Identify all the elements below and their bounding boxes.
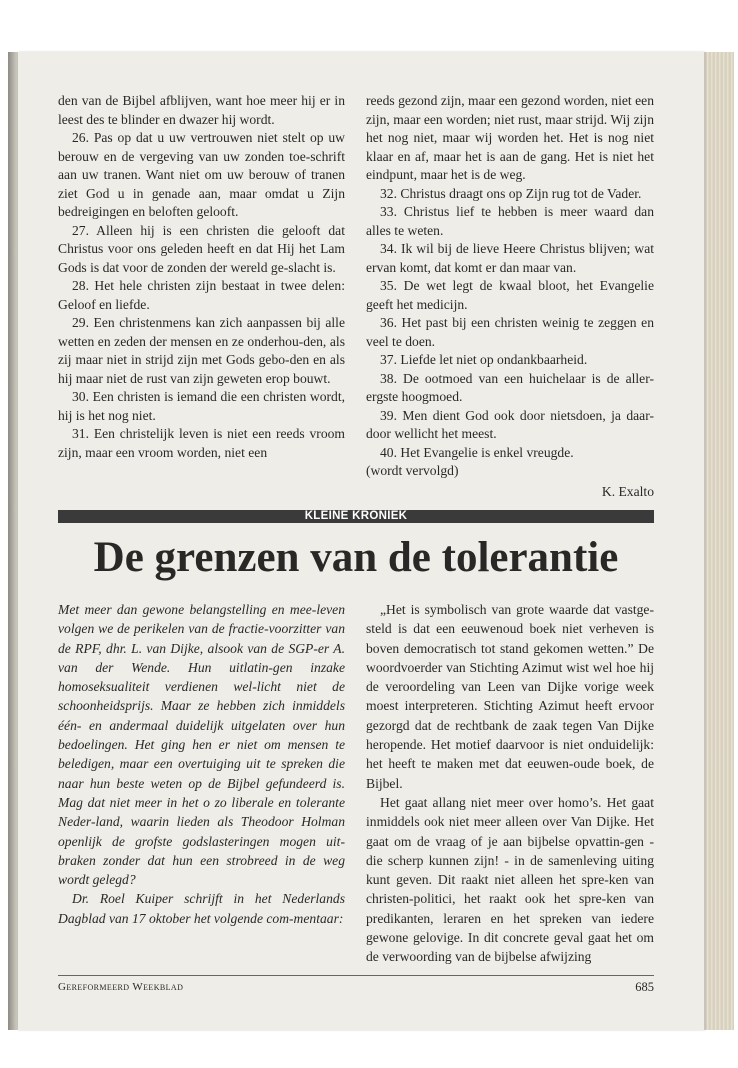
- paragraph: 40. Het Evangelie is enkel vreugde.: [380, 444, 574, 460]
- paragraph: 33. Christus lief te hebben is meer waard dan alles te weten.: [366, 204, 654, 238]
- paragraph: den van de Bijbel afblijven, want hoe meer hij er in leest des te blinder en dwazer hij wordt.: [58, 93, 345, 127]
- paragraph: 30. Een christen is iemand die een christen wordt, hij is het nog niet.: [58, 389, 345, 423]
- paragraph: 35. De wet legt de kwaal bloot, het Evangelie geeft het medicijn.: [366, 278, 654, 312]
- article-intro: [58, 600, 345, 928]
- paragraph: Het gaat allang niet meer over homo’s. Het gaat inmiddels ook niet meer alleen over Van Dijke. Het gaat om de vraag of je aan bijbelse opvattin-gen - die scherp kunnen zijn! - in de samenleving uiting kunt geven. Dit raakt niet alleen het spre-ken van christen-politici, het raakt ook het spre-ken van predikanten, leraren en het spreken van iedere gewone gelovige. In dit concrete geval gaat het om de verwoording van de bijbelse afwijzing: [366, 794, 654, 965]
- article-headline: De grenzen van de tolerantie: [93, 534, 619, 581]
- paragraph: 37. Liefde let niet op ondankbaarheid.: [380, 352, 588, 367]
- continuation-note: (wordt vervolgd): [366, 463, 459, 478]
- page-stack-edge: [704, 52, 734, 1030]
- intro-paragraph: Met meer dan gewone belangstelling en mee-leven volgen we de perikelen van de fractie-voorzitter van de RPF, dhr. L. van Dijke, alsook van de SGP-er A. van der Wende. Hun uitlatin-gen inzake homoseksualiteit verdienen wel-licht niet de schoonheidsprijs. Maar ze hebben zich inmiddels één- en andermaal duidelijk uitgelaten over hun bedoelingen. Het ging hen er niet om mensen te beledigen, maar een overtuiging uit te spreken die naar hun beste weten op de Bijbel gefundeerd is. Mag dat niet meer in het o zo liberale en tolerante Neder-land, waarin lieden als Theodoor Holman openlijk de grofste godslasteringen mogen uit-braken zonder dat hun een strobreed in de weg wordt gelegd?: [58, 602, 345, 888]
- paragraph: 32. Christus draagt ons op Zijn rug tot de Vader.: [380, 185, 642, 201]
- article-body-right: [366, 600, 654, 967]
- author-signature: K. Exalto: [601, 484, 654, 499]
- paragraph: „Het is symbolisch van grote waarde dat vastge-steld is dat een eeuwenoud boek niet verheven is boven democratisch tot stand gekomen wetten.” De woordvoerder van Stichting Azimut wist wel hoe hij de veroordeling van Leen van Dijke vorige week moest interpreteren. Stichting Azimut heeft ervoor gezorgd dat de rechtbank de zaak tegen Van Dijke heropende. Het motief daarvoor is niet onduidelijk: het heeft te maken met dat eeuwen-oude boek, de Bijbel.: [366, 602, 654, 791]
- top-right-column: [366, 92, 654, 481]
- section-label-bar: KLEINE KRONIEK: [58, 510, 654, 523]
- page-number: 685: [635, 980, 654, 994]
- paragraph: 39. Men dient God ook door nietsdoen, ja daar-door wellicht het meest.: [366, 407, 654, 441]
- paragraph: 26. Pas op dat u uw vertrouwen niet stelt op uw berouw en de vergeving van uw zonden toe-schrift aan uw tranen. Want niet om uw berouw of tranen ziet God u in genade aan, maar omdat u Zijn bedreigingen en beloften gelooft.: [58, 130, 345, 219]
- paragraph: 36. Het past bij een christen weinig te zeggen en veel te doen.: [366, 315, 654, 349]
- paragraph: 31. Een christelijk leven is niet een reeds vroom zijn, maar een vroom worden, niet een: [58, 426, 345, 460]
- paragraph: 34. Ik wil bij de lieve Heere Christus blijven; wat ervan komt, dat komt er dan maar van.: [366, 241, 654, 275]
- paragraph: 28. Het hele christen zijn bestaat in twee delen: Geloof en liefde.: [58, 278, 345, 312]
- footer-rule: [58, 975, 654, 976]
- paragraph: reeds gezond zijn, maar een gezond worden, niet een zijn, maar een worden; niet rust, maar strijd. Wij zijn het nog niet, maar wij worden het. Het is nog niet klaar en af, maar het is aan de gang. Het is niet het eindpunt, maar het is de weg.: [366, 93, 654, 182]
- paragraph: 27. Alleen hij is een christen die gelooft dat Christus voor ons geleden heeft en dat Hij het Lam Gods is dat voor de zonden der wereld ge-slacht is.: [58, 222, 345, 275]
- paragraph: 29. Een christenmens kan zich aanpassen bij alle wetten en zeden der mensen en ze onderhou-den, als zij maar niet in strijd zijn met Gods gebo-den en als hij maar niet de rust van zijn geweten erop bouwt.: [58, 315, 345, 386]
- paragraph: 38. De ootmoed van een huichelaar is de aller-ergste hoogmoed.: [366, 370, 654, 404]
- top-left-column: [58, 92, 345, 462]
- publication-name: Gereformeerd Weekblad: [58, 981, 184, 993]
- intro-paragraph: Dr. Roel Kuiper schrijft in het Nederlands Dagblad van 17 oktober het volgende com-mentaar:: [58, 891, 345, 926]
- book-spine-shadow: [8, 52, 18, 1030]
